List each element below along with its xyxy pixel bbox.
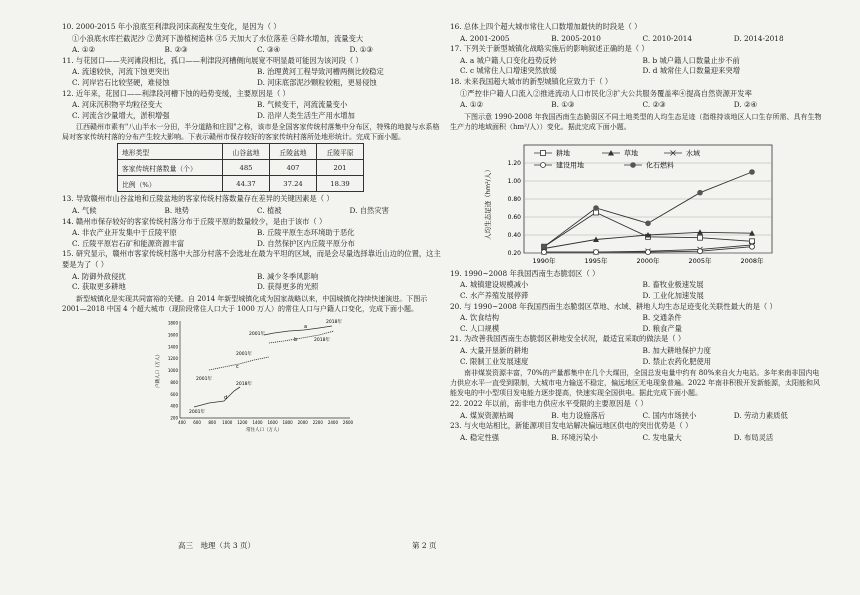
year-label: 2018年 [314,337,330,343]
option[interactable]: D. ①③ [349,45,373,55]
table-cell: 丘陵平原 [317,144,364,160]
legend-label: 耕地 [556,149,570,158]
legend-label: 化石燃料 [646,161,674,170]
q17-options [450,56,825,77]
fig1-ytick-label: 200 [170,415,178,421]
option[interactable]: C. 国内市场狭小 [642,410,697,420]
table-cell: 丘陵盆地 [270,144,317,160]
option[interactable]: A. 大量开垦新的耕地 [460,345,529,355]
fig1-ytick-label: 1400 [167,343,178,349]
q21-stem: 21. 为改善我国西南生态脆弱区耕地安全状况，最适宜采取的做法是（ ） [450,334,686,344]
option[interactable]: B. 地势 [164,205,190,215]
q22-stem: 22. 2022 年以前，南非电力供应水平受限的主要原因是（ ） [450,399,648,409]
table-row [118,160,364,176]
x-tick-label: 1990年 [532,256,556,265]
year-label: 2018年 [326,319,342,325]
q18-stem: 18. 未来我国超大城市的新型城镇化应致力于（ ） [450,76,613,86]
x-tick-label: 2008年 [740,256,764,265]
right-column [450,22,825,443]
city-b-label: b [294,336,298,343]
passage-intro-2: 新型城镇化是实现共同富裕的关键。自 2014 年新型城镇化成为国家战略以来，中国城镇化持续快速演进。下图示 2001—2018 中国 4 个超大城市（现阶段常住人口大于 1000 万人）的常住人口与户籍人口变化，完成下面小题。 [62,294,428,313]
option[interactable]: D. 劳动力素质低 [733,410,788,420]
q11-stem: 11. 与花园口——夹河滩段相比，孤口——利津段河槽侧向展宽不明显最可能因为该河段（ ） [62,55,363,65]
q13-options [62,206,442,217]
option[interactable]: A. 饮食结构 [460,313,500,323]
city-c-label: c [236,363,239,370]
q17-stem: 17. 下列关于新型城镇化战略实施后的影响叙述正确的是（ ） [450,44,649,54]
q16-options [450,34,825,45]
fig1-xtick-label: 2200 [312,419,323,425]
city-a-label: a [304,323,308,330]
option[interactable]: D. 自然保护区内丘陵平原分布 [257,238,355,248]
year-label: 2001年 [236,351,252,357]
marker [541,150,546,155]
q20-options [450,313,825,334]
marker [630,162,636,168]
marker [750,244,755,249]
marker [593,205,599,211]
fig1-ytick-label: 800 [170,379,178,385]
table-cell: 407 [270,160,317,176]
table-cell: 37.24 [270,176,317,192]
option[interactable]: A. 流速较快，河流下蚀更突出 [72,67,170,77]
option[interactable]: A. 2001-2005 [460,33,510,43]
option[interactable]: C. ②③ [642,100,666,110]
option[interactable]: B. ①③ [551,100,575,110]
fig1-xtick-label: 2400 [327,419,339,425]
fig1-xtick-label: 1200 [237,419,248,425]
year-label: 2018年 [236,381,252,387]
option[interactable]: B. ②③ [164,45,188,55]
fig1-xtick-label: 1600 [267,419,278,425]
fig1-ytick-label: 1000 [167,367,178,373]
y-tick-label: 1.00 [507,177,521,185]
q21-options [450,346,825,367]
table-row [118,176,364,192]
marker [542,249,547,254]
option[interactable]: C. ③④ [257,45,281,55]
marker [594,249,599,254]
marker [541,244,547,250]
option[interactable]: D. ②④ [733,100,758,110]
q10-options [62,45,442,56]
table-header-row [118,144,364,160]
fig1-xtick-label: 1400 [252,419,263,425]
y-tick-label: 0.80 [507,195,521,203]
q15-stem: 15. 研究显示，赣州市客家传统村落中大部分村落不会选址在最为平坦的区域，而是会尽量选择靠近山边的位置，这主要是为了（ ） [62,249,441,269]
table-cell: 地形类型 [118,144,223,160]
option[interactable]: D. 获得更多的光照 [257,282,319,292]
y-tick-label: 0.40 [507,231,521,239]
q10-facts: ①小浪底水库拦截泥沙 ②黄河下游植树造林 ③5 天加大了水位落差 ④降水增加，流量变大 [72,33,364,43]
marker [541,162,546,167]
fig1-ytick-label: 600 [170,391,178,397]
ecological-footprint-chart [482,133,782,269]
x-tick-label: 2000年 [636,256,660,265]
option[interactable]: D. 沿岸人类生活生产用水增加 [257,110,355,120]
option[interactable]: B. 环境污染小 [551,432,598,442]
fig1-xtick-label: 400 [178,419,186,425]
fig1-xtick-label: 800 [208,419,217,425]
option[interactable]: C. 限制工业发展速度 [460,356,529,366]
footer-left: 高三 地理（共 3 页） [178,541,256,550]
option[interactable]: C. 人口规模 [460,323,500,333]
y-tick-label: 0.20 [507,249,521,257]
population-figure [154,315,354,433]
option[interactable]: A. 稳定性强 [460,432,500,442]
option[interactable]: C. c 城常住人口增速突然放缓 [460,66,557,76]
table-cell: 18.39 [317,176,364,192]
option[interactable]: B. 2005-2010 [551,33,601,43]
village-terrain-table [117,143,364,192]
q16-stem: 16. 总体上四个超大城市常住人口数增加最快的时段是（ ） [450,22,642,31]
fig1-xtick-label: 1800 [282,419,293,425]
option[interactable]: B. 电力设施落后 [551,410,606,420]
fig1-ytick-label: 1200 [167,355,178,361]
option[interactable]: A. 防御外敌侵扰 [72,271,126,281]
option[interactable]: C. 河流含沙量增大，淤积增强 [72,110,170,120]
q23-stem: 23. 与火电站相比，新能源项目发电站解决偏远地区供电的突出优势是（ ） [450,421,693,431]
option[interactable]: C. 丘陵平原岩石矿和能源资源丰富 [72,238,185,248]
marker [698,248,703,253]
fig1-xtick-label: 2600 [342,419,354,425]
fig1-xtick-label: 600 [193,419,201,425]
option[interactable]: A. ①② [72,45,95,55]
fig1-ytick-label: 1600 [167,332,178,338]
option[interactable]: C. 植被 [257,205,282,215]
fig1-ytick-label: 400 [170,403,178,409]
fig1-xlabel: 常住人口（万人） [246,427,282,433]
option[interactable]: B. 气候变干，河流流量变小 [257,100,348,110]
passage-intro-3: 下图示意 1990-2008 年我国西南生态脆弱区不同土地类型的人均生态足迹（指维持该地区人口生存所需、具有生物生产力的地域面积（hm²/人））变化。据此完成下面小题。 [450,112,822,131]
q19-stem: 19. 1990~2008 年我国西南生态脆弱区（ ） [450,268,600,278]
q22-options [450,411,825,422]
option[interactable]: B. 丘陵平原生态环境助于恶化 [257,228,355,238]
table-cell: 201 [317,160,364,176]
option[interactable]: D. d 城常住人口数量迎来突增 [642,66,740,76]
passage-intro-1: 江西赣州市素有"八山半水一分田，半分道路和庄园"之称，该市是全国客家传统村落集中分布区，特殊的地貌与水系格局对客家传统村落的分布产生较大影响。下表示赣州市保存较好的客家传统村落所处地形统计。完成下面小题。 [62,123,440,142]
option[interactable]: B. 加大耕地保护力度 [642,345,711,355]
q14-options [62,228,442,249]
table-cell: 比例（%） [118,176,223,192]
fig1-xtick-label: 1000 [222,419,233,425]
option[interactable]: A. 非农产业开发集中于丘陵平原 [72,228,177,238]
option[interactable]: B. 交通条件 [642,313,682,323]
y-tick-label: 0.60 [507,213,521,221]
option[interactable]: A. ①② [460,100,483,110]
x-tick-label: 1995年 [584,256,608,265]
passage-intro-4: 南非煤炭资源丰富，70%的产量都集中在几个大煤田，全国总发电量中约有 80%来自火力电站。多年来南非国内电力供应水平一直受到限制，大城市电力输送不稳定，偏远地区无电现象普遍。2022 年南非积极开发新能源，太阳能和风能发电的中小型项目发电能力逐步提高，快速实现全国供电。据此完成下面小题。 [450,369,821,398]
fig1-xtick-label: 2000 [297,419,308,425]
marker [697,190,703,196]
q14-stem: 14. 赣州市保存较好的客家传统村落分布于丘陵平原的数量较少，是由于该市（ ） [62,216,327,226]
q19-options [450,280,825,301]
legend-label: 水域 [686,149,700,158]
option[interactable]: C. 水产养殖发展停滞 [460,290,529,300]
year-label: 2001年 [189,409,205,415]
option[interactable]: C. 获取更多耕地 [72,282,126,292]
option[interactable]: B. 治理黄河工程导致河槽两侧比较稳定 [257,67,384,77]
option[interactable]: C. 2010-2014 [642,33,693,43]
q10-stem: 10. 2000-2015 年小浪底至利津段河床高程发生变化，是因为（ ） [62,22,281,31]
q23-options [450,433,825,444]
city-d-label: d [224,394,228,401]
q18-facts: ①严控非户籍人口流入②推进流动人口市民化③扩大公共服务覆盖率④提高自然资源开发率 [460,88,752,98]
year-label: 2001年 [249,331,265,337]
option[interactable]: D. 禁止农药化肥使用 [642,356,712,366]
y-tick-label: 1.20 [507,159,521,167]
footer-page-number: 第 2 页 [412,541,437,550]
option[interactable]: D. 2014-2018 [733,33,784,43]
option[interactable]: B. 减少冬季风影响 [257,271,319,281]
option[interactable]: A. 城镇建设规模减小 [460,280,529,290]
q12-options [62,100,442,121]
option[interactable]: D. 工业化加速发展 [642,290,704,300]
option[interactable]: B. 畜牧业极速发展 [642,280,704,290]
option[interactable]: B. b 城户籍人口数量止步不前 [642,55,740,65]
q13-stem: 13. 导致赣州市山谷盆地和丘陵盆地的客家传统村落数量存在差异的关键因素是（ ） [62,194,334,204]
legend-label: 草地 [624,149,638,158]
marker [698,235,703,240]
option[interactable]: C. 发电量大 [642,432,682,442]
marker [749,169,755,175]
option[interactable]: D. 自然灾害 [349,205,389,215]
option[interactable]: C. 河岸岩石比较坚硬，难侵蚀 [72,77,170,87]
q15-options [62,272,442,293]
option[interactable]: A. 河床沉积物平均粒径变大 [72,100,163,110]
fig1-ytick-label: 1800 [167,320,178,326]
chart-ylabel: 人均生态足迹（hm²/人） [484,165,492,240]
option[interactable]: D. 布局灵活 [733,432,774,442]
option[interactable]: A. a 城户籍人口变化趋势反转 [460,55,557,65]
q20-stem: 20. 与 1990~2008 年我国西南生态脆弱区草地、水域、耕地人均生态足迹变化关联性最大的是（ ） [450,301,777,311]
marker [646,249,651,254]
q11-options [62,67,442,88]
option[interactable]: D. 河床底部泥沙颗粒较粗，更易侵蚀 [257,77,377,87]
marker [645,220,651,226]
q18-options [450,100,825,111]
option[interactable]: A. 煤炭资源枯竭 [460,410,514,420]
legend-label: 建设用地 [556,161,584,170]
left-column [62,22,442,433]
x-tick-label: 2005年 [688,256,712,265]
q12-stem: 12. 近年来，花园口——利津段河槽下蚀的趋势变缓，主要原因是（ ） [62,88,290,98]
option[interactable]: D. 粮食产量 [642,323,682,333]
table-cell: 44.37 [223,176,270,192]
table-cell: 客家传统村落数量（个） [118,160,223,176]
fig1-ylabel: 户籍人口（万人） [156,351,161,388]
table-cell: 485 [223,160,270,176]
year-label: 2001年 [196,376,212,382]
option[interactable]: A. 气候 [72,205,97,215]
table-cell: 山谷盆地 [223,144,270,160]
